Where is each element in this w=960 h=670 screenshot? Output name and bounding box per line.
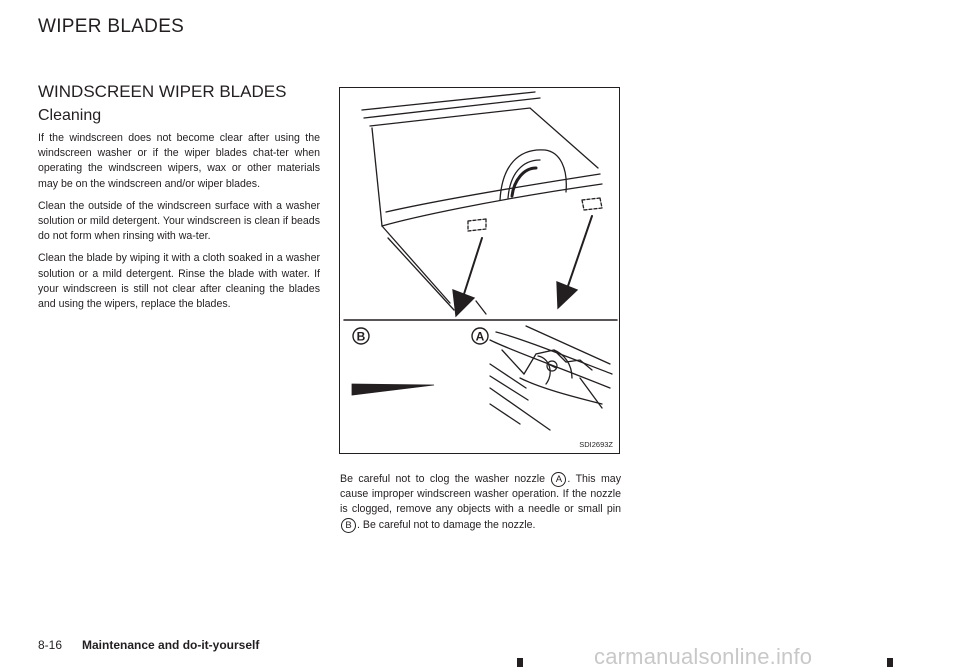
wiper-nozzle-illustration <box>339 87 620 454</box>
trunk-edge <box>382 226 450 303</box>
arrow-head-right <box>557 282 577 308</box>
paragraph-3: Clean the blade by wiping it with a cloth soaked in a washer solution or a mild detergent. Rinse the blade with water. If your windscreen is still not clear after cleaning the blades and using the wipers, replace the blades. <box>38 252 320 311</box>
nozzle-body <box>524 350 592 374</box>
arrow-head-left <box>453 290 474 316</box>
arrow-shaft-left <box>464 238 482 294</box>
label-b: B <box>356 329 366 344</box>
footer-page-number: 8-16 <box>38 638 63 652</box>
figure-caption <box>340 472 621 533</box>
spoiler-lower-edge <box>382 184 602 226</box>
crop-mark-left <box>517 658 523 667</box>
label-a: A <box>475 329 485 344</box>
lamp-housing <box>500 150 566 200</box>
page-header-title: WIPER BLADES <box>38 16 185 37</box>
section-heading: WINDSCREEN WIPER BLADES <box>38 82 287 101</box>
nozzle-outline-left <box>468 219 486 231</box>
caption-text-1: Be careful not to clog the washer nozzle <box>340 473 546 485</box>
spoiler-upper-edge <box>386 174 600 212</box>
caption-text-2: . This may cause improper windscreen washer operation. If the nozzle is clogged, remove any objects with a needle or small pin <box>340 473 621 516</box>
crop-mark-right <box>887 658 893 667</box>
needle-pin <box>352 384 434 395</box>
marker-b: B <box>341 518 356 533</box>
marker-a: A <box>551 472 566 487</box>
figure-code: SDI2693Z <box>579 440 613 449</box>
nozzle-outline-right <box>582 198 602 210</box>
footer-chapter-title: Maintenance and do-it-yourself <box>82 638 260 652</box>
paragraph-2: Clean the outside of the windscreen surface with a washer solution or mild detergent. Your windscreen is clean if beads do not form when rinsing with wa-ter. <box>38 199 320 243</box>
watermark: carmanualsonline.info <box>594 644 813 669</box>
body-text-column <box>38 131 320 319</box>
sub-heading: Cleaning <box>38 107 102 124</box>
illustration-drawing <box>340 88 620 454</box>
rear-glass-outline <box>370 108 598 168</box>
paragraph-1: If the windscreen does not become clear after using the windscreen washer or if the wiper blades chat-ter when operating the windscreen wipers, wax or other materials may be on the windscreen and/or wiper blades. <box>38 132 320 190</box>
caption-text-3: . Be careful not to damage the nozzle. <box>357 518 536 531</box>
arrow-shaft-right <box>568 216 592 286</box>
